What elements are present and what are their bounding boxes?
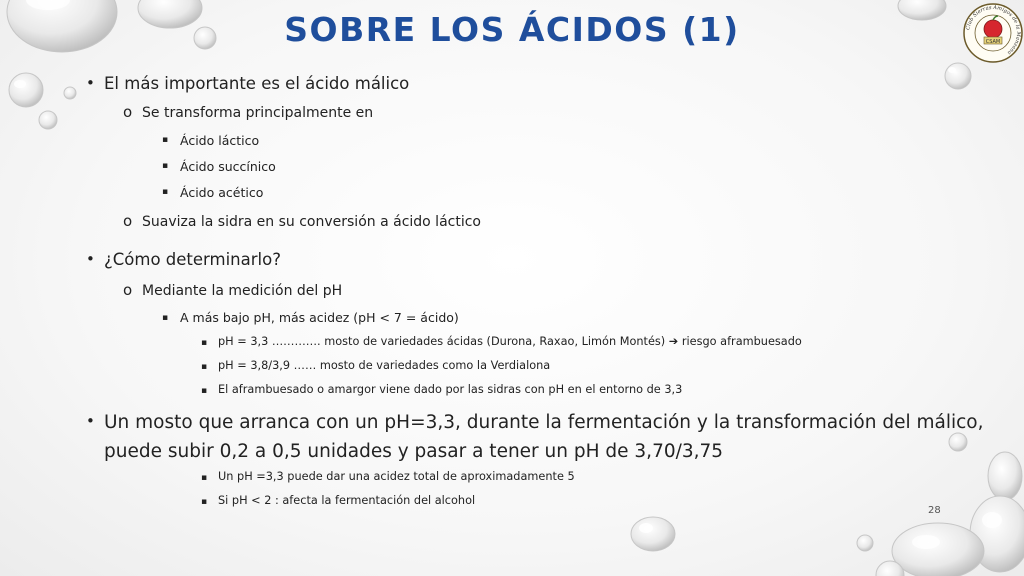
bullet-text: El aframbuesado o amargor viene dado por las sidras con pH en el entorno de 3,3 xyxy=(218,383,683,396)
bullet-text: Se transforma principalmente en xyxy=(142,105,374,121)
bullet-text: Ácido acético xyxy=(180,185,264,200)
bullet-text: Suaviza la sidra en su conversión a ácido láctico xyxy=(142,214,481,230)
bullet-circle: o xyxy=(123,212,133,230)
bullet-dot: • xyxy=(86,74,95,92)
bullet-square: ▪ xyxy=(162,313,169,323)
bullet-text: Mediante la medición del pH xyxy=(142,283,343,299)
bullet-square: ▪ xyxy=(201,497,208,507)
bullet-text: pH = 3,8/3,9 …… mosto de variedades como la Verdialona xyxy=(218,359,551,372)
bullet-text: Un mosto que arranca con un pH=3,3, durante la fermentación y la transformación del málico, puede subir 0,2 a 0,5 unidades y pasar a tener un pH de 3,70/3,75 xyxy=(104,412,984,462)
bullet-text: pH = 3,3 …………. mosto de variedades ácidas (Durona, Raxao, Limón Montés) ➔ riesgo aframbuesado xyxy=(218,335,802,348)
bullet-square: ▪ xyxy=(162,187,169,197)
bullet-text: Un pH =3,3 puede dar una acidez total de aproximadamente 5 xyxy=(218,470,575,483)
bullet-text: El más importante es el ácido málico xyxy=(104,74,410,93)
bullet-dot: • xyxy=(86,412,95,430)
slide-title: SOBRE LOS ÁCIDOS (1) xyxy=(284,10,740,49)
bullet-square: ▪ xyxy=(201,386,208,396)
bullet-square: ▪ xyxy=(162,135,169,145)
bullet-square: ▪ xyxy=(201,362,208,372)
bullet-square: ▪ xyxy=(162,161,169,171)
bullet-text: Si pH < 2 : afecta la fermentación del alcohol xyxy=(218,494,476,507)
bullet-text: ¿Cómo determinarlo? xyxy=(104,250,281,269)
bullet-square: ▪ xyxy=(201,338,208,348)
svg-text:Club Sierras Amigos de la Manz: Club Sierras Amigos de la Manzana xyxy=(965,4,1022,56)
bullet-text: A más bajo pH, más acidez (pH < 7 = ácido) xyxy=(180,310,459,325)
bullet-text: Ácido succínico xyxy=(180,159,276,174)
bullet-text: Ácido láctico xyxy=(180,133,260,148)
page-number: 28 xyxy=(928,505,941,516)
svg-text:CSAM: CSAM xyxy=(985,39,1001,45)
bullet-square: ▪ xyxy=(201,473,208,483)
bullet-circle: o xyxy=(123,281,133,299)
bullet-circle: o xyxy=(123,103,133,121)
bullet-dot: • xyxy=(86,250,95,268)
